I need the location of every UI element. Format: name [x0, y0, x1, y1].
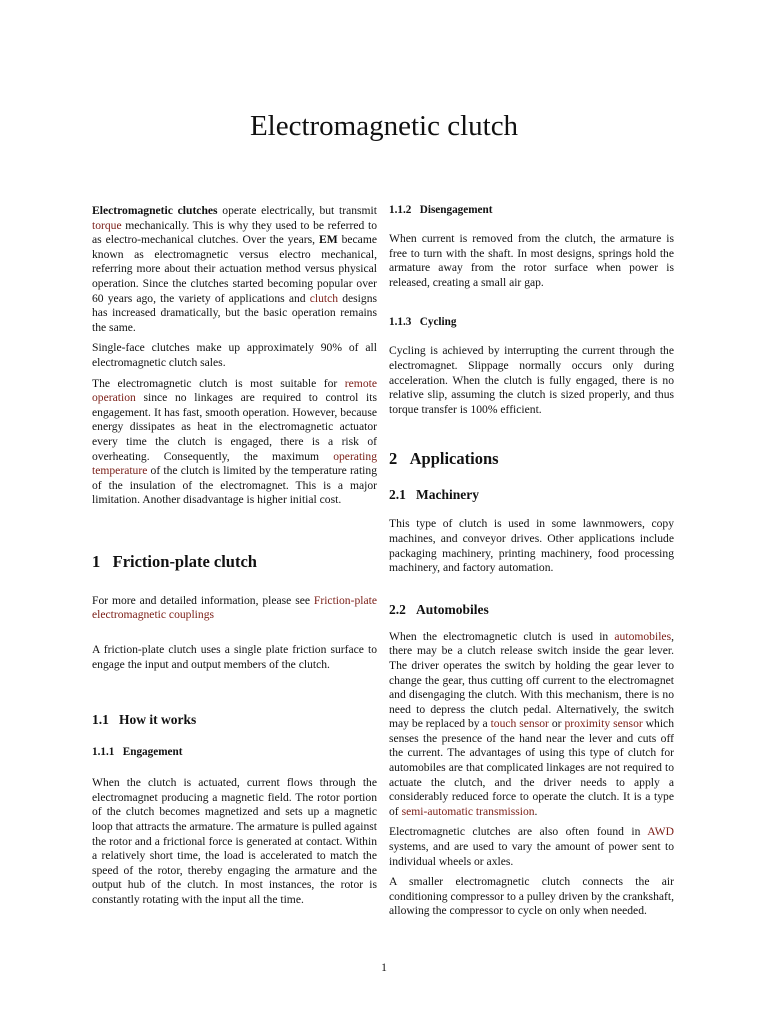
- subsection-2-2-heading: 2.2 Automobiles: [389, 601, 489, 617]
- subsection-1-1-2-heading: 1.1.2 Disengagement: [389, 204, 493, 216]
- link-automobiles[interactable]: automobiles: [614, 629, 672, 643]
- automobiles-paragraph-1: When the electromagnetic clutch is used in automobiles, there may be a clutch release switch inside the gear lever. The driver operates the switch by holding the gear lever to change the gear, thus cutting off current to the electromagnet and disengaging the clutch. With this mechanism, there is no need to depress the clutch pedal. Alternatively, the switch may be replaced by a touch sensor or proximity sensor which senses the presence of the hand near the lever and cuts off the current. The advantages of using this type of clutch for automobiles are that complicated linkages are not required to actuate the clutch, and the driver needs to apply a considerably reduced force to operate the clutch. It is a type of semi-automatic transmission.: [389, 629, 675, 818]
- link-torque[interactable]: torque: [92, 218, 122, 232]
- engagement-paragraph: When the clutch is actuated, current flows through the electromagnet producing a magnetic field. The rotor portion of the clutch becomes magnetized and sets up a magnetic loop that attracts the armature. The armature is pulled against the rotor and a frictional force is generated at contact. Within a relatively short time, the load is accelerated to match the speed of the rotor, thereby engaging the armature and the output hub of the clutch. In most instances, the rotor is constantly rotating with the input all the time.: [92, 776, 377, 906]
- automobiles-paragraph-3: A smaller electromagnetic clutch connects the air conditioning compressor to a pulley driven by the crankshaft, allowing the compressor to cycle on only when needed.: [389, 875, 674, 918]
- machinery-paragraph: This type of clutch is used in some lawnmowers, copy machines, and conveyor drives. Other applications include packaging machinery, printing machinery, food processing machinery, and factory automation.: [389, 517, 674, 575]
- link-semi-automatic-transmission[interactable]: semi-automatic transmission: [401, 804, 535, 818]
- subsection-1-1-3-heading: 1.1.3 Cycling: [389, 316, 457, 329]
- subsection-1-1-heading: 1.1 How it works: [92, 712, 197, 728]
- link-proximity-sensor[interactable]: proximity sensor: [564, 717, 643, 731]
- page-number: 1: [381, 961, 387, 974]
- intro-paragraph-2: Single-face clutches make up approximately 90% of all electromagnetic clutch sales.: [92, 341, 377, 369]
- link-clutch[interactable]: clutch: [309, 291, 339, 305]
- section-1-heading: 1 Friction-plate clutch: [92, 551, 257, 571]
- left-column: [92, 200, 377, 908]
- link-awd[interactable]: AWD: [647, 825, 674, 839]
- subsection-1-1-1-heading: 1.1.1 Engagement: [92, 746, 183, 759]
- link-friction-plate-couplings[interactable]: Friction-plate electromagnetic couplings: [92, 593, 377, 622]
- intro-paragraph-1: Electromagnetic clutches operate electrically, but transmit torque mechanically. This is why they used to be referred to as electro-mechanical clutches. Over the years, EM became known as electromagnetic versus electro mechanical, referring more about their actuation method versus physical operation. Since the clutches started becoming popular over 60 years ago, the variety of applications and clutch designs has increased dramatically, but the basic operation remains the same.: [92, 204, 378, 334]
- link-remote-operation[interactable]: remote operation: [92, 376, 377, 405]
- cycling-paragraph: Cycling is achieved by interrupting the current through the electromagnet. Slippage normally occurs only during acceleration. When the clutch is fully engaged, there is no relative slip, assuming the clutch is sized properly, and thus torque transfer is 100% efficient.: [389, 344, 674, 416]
- section-1-paragraph: A friction-plate clutch uses a single plate friction surface to engage the input and output members of the clutch.: [92, 643, 377, 671]
- disengagement-paragraph: When current is removed from the clutch, the armature is free to turn with the shaft. In most designs, springs hold the armature away from the rotor surface when power is released, creating a small air gap.: [389, 232, 674, 289]
- page-title: Electromagnetic clutch: [249, 110, 519, 142]
- automobiles-paragraph-2: Electromagnetic clutches are also often found in AWD systems, and are used to vary the amount of power sent to individual wheels or axles.: [389, 825, 674, 868]
- section-1-see-also: For more and detailed information, please see Friction-plate electromagnetic couplings: [92, 593, 377, 622]
- intro-paragraph-3: The electromagnetic clutch is most suitable for remote operation since no linkages are required to control its engagement. It has fast, smooth operation. However, because energy dissipates as heat in the electromagnetic actuator every time the clutch is engaged, there is a risk of overheating. Consequently, the maximum operating temperature of the clutch is limited by the temperature rating of the insulation of the electromagnet. This is a major limitation. Another disadvantage is higher initial cost.: [92, 376, 377, 507]
- subsection-2-1-heading: 2.1 Machinery: [389, 487, 479, 503]
- link-operating-temperature[interactable]: operating temperature: [92, 449, 377, 478]
- intro-lead-term: Electromagnetic clutches: [92, 204, 218, 217]
- link-touch-sensor[interactable]: touch sensor: [490, 717, 549, 731]
- em-abbrev: EM: [318, 233, 338, 247]
- right-column: [389, 200, 674, 919]
- section-2-heading: 2 Applications: [389, 449, 499, 469]
